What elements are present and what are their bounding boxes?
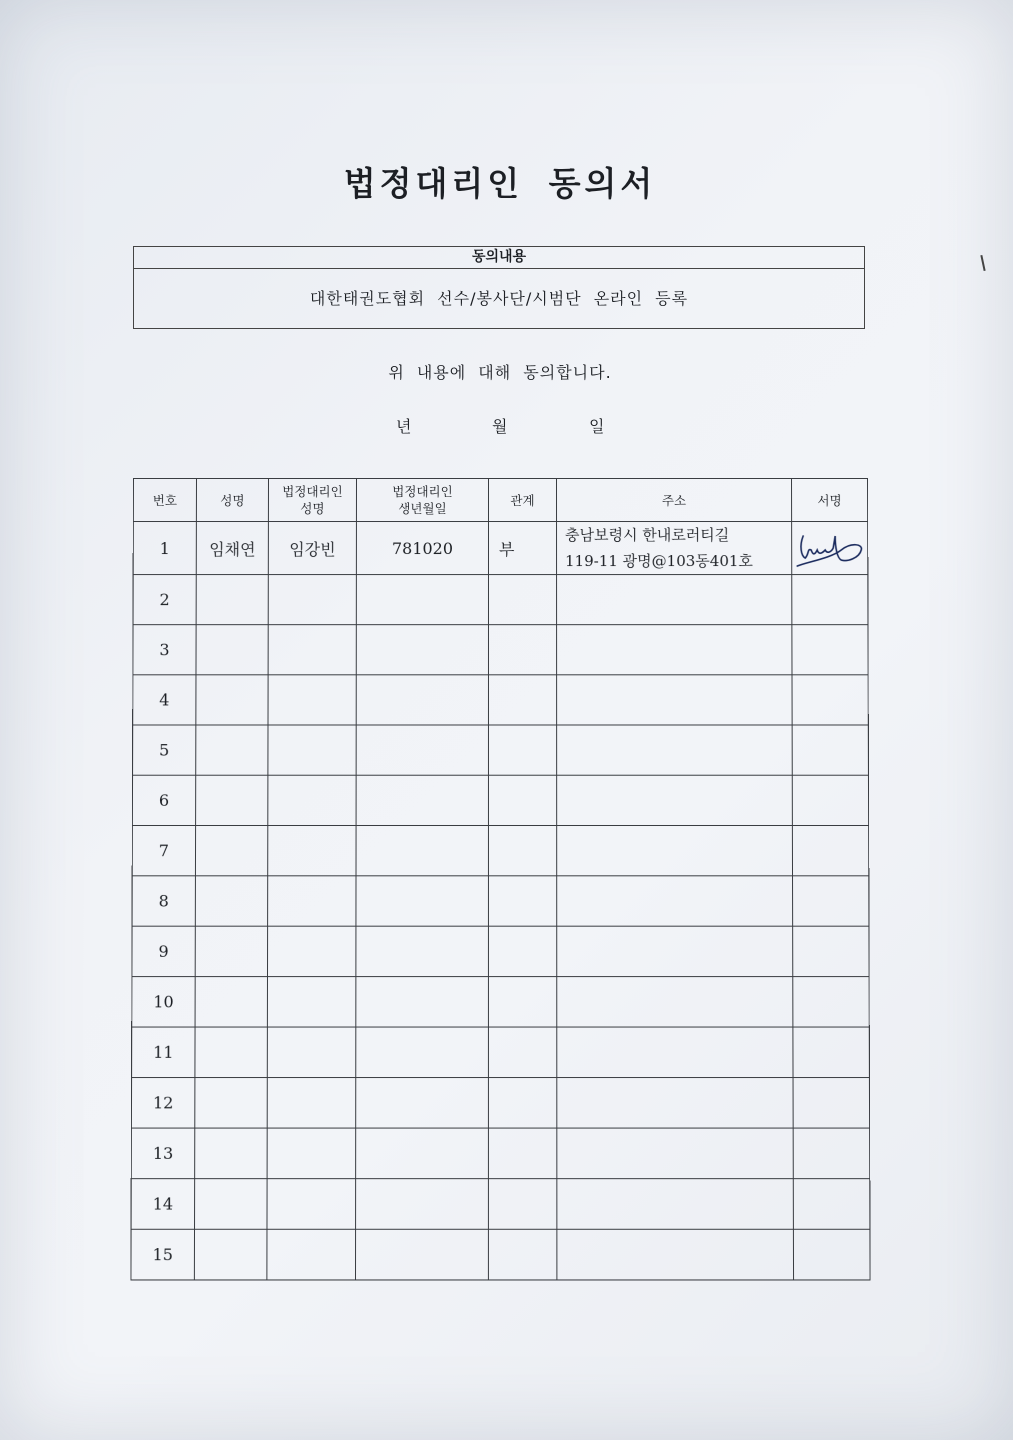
cell-guardian-name bbox=[268, 825, 356, 875]
cell-relation bbox=[488, 1027, 556, 1077]
cell-signature bbox=[792, 575, 868, 625]
handwritten-signature bbox=[795, 528, 865, 568]
cell-signature bbox=[792, 775, 868, 825]
table-row bbox=[132, 926, 869, 976]
cell-relation bbox=[488, 926, 556, 976]
cell-guardian-birth bbox=[356, 876, 489, 926]
pen-mark bbox=[980, 255, 985, 271]
document-title: 법정대리인 동의서 bbox=[343, 164, 657, 203]
cell-name bbox=[196, 775, 268, 825]
cell-relation bbox=[488, 1179, 556, 1230]
cell-guardian-birth bbox=[356, 1128, 489, 1179]
cell-name bbox=[195, 876, 267, 926]
cell-name bbox=[196, 625, 268, 675]
header-name: 성명 bbox=[196, 478, 268, 521]
cell-address: 충남보령시 한내로러티길 119-11 광명@103동401호 bbox=[557, 522, 792, 575]
cell-signature bbox=[792, 625, 868, 675]
cell-no: 14 bbox=[131, 1179, 195, 1230]
table-row bbox=[133, 725, 869, 775]
cell-guardian-birth bbox=[356, 926, 489, 976]
cell-guardian-birth bbox=[356, 825, 488, 875]
cell-name bbox=[195, 1027, 267, 1077]
cell-no: 1 bbox=[133, 522, 196, 575]
cell-address bbox=[557, 977, 793, 1027]
cell-relation bbox=[488, 575, 556, 625]
cell-signature bbox=[793, 1078, 870, 1129]
cell-signature bbox=[792, 675, 868, 725]
table-header-row bbox=[133, 478, 867, 521]
table-row bbox=[131, 1229, 870, 1280]
cell-guardian-name bbox=[267, 1128, 356, 1179]
cell-address bbox=[557, 1078, 793, 1129]
cell-address bbox=[557, 1027, 793, 1077]
cell-signature bbox=[793, 977, 869, 1027]
consent-content: 대한태권도협회 선수/봉사단/시범단 온라인 등록 bbox=[309, 289, 689, 308]
cell-guardian-name: 임강빈 bbox=[268, 522, 356, 575]
cell-guardian-name bbox=[268, 876, 356, 926]
cell-relation bbox=[488, 1229, 556, 1280]
cell-signature bbox=[792, 725, 868, 775]
cell-name bbox=[194, 1229, 267, 1280]
cell-name: 임채연 bbox=[196, 522, 268, 575]
cell-no: 10 bbox=[132, 977, 195, 1027]
table-row bbox=[133, 575, 868, 625]
cell-guardian-birth bbox=[356, 725, 488, 775]
cell-signature bbox=[792, 825, 868, 875]
table-row bbox=[132, 1027, 870, 1077]
cell-guardian-name bbox=[267, 1078, 356, 1129]
cell-no: 4 bbox=[133, 675, 196, 725]
cell-guardian-birth bbox=[356, 575, 488, 625]
cell-guardian-birth bbox=[356, 775, 488, 825]
roster-table bbox=[130, 478, 870, 1280]
table-row bbox=[132, 775, 868, 825]
cell-guardian-name bbox=[267, 1027, 356, 1077]
cell-no: 9 bbox=[132, 926, 195, 976]
cell-name bbox=[196, 675, 268, 725]
cell-no: 2 bbox=[133, 575, 196, 625]
cell-relation bbox=[488, 825, 556, 875]
cell-address bbox=[557, 876, 793, 926]
cell-signature bbox=[793, 1027, 870, 1077]
cell-name bbox=[195, 977, 267, 1027]
cell-no: 8 bbox=[132, 876, 195, 926]
cell-guardian-birth bbox=[356, 675, 488, 725]
table-row bbox=[132, 876, 869, 926]
cell-name bbox=[195, 1128, 268, 1179]
cell-guardian-birth bbox=[355, 1229, 488, 1280]
cell-relation bbox=[488, 1078, 556, 1129]
cell-relation: 부 bbox=[488, 522, 556, 575]
cell-address bbox=[557, 926, 793, 976]
cell-guardian-birth bbox=[356, 977, 489, 1027]
cell-relation bbox=[488, 725, 556, 775]
header-guardian-name: 법정대리인 성명 bbox=[268, 478, 356, 521]
cell-no: 3 bbox=[133, 625, 196, 675]
cell-signature bbox=[793, 1229, 870, 1280]
date-day-label: 일 bbox=[589, 417, 605, 436]
date-month-label: 월 bbox=[492, 417, 508, 436]
cell-guardian-birth bbox=[356, 1179, 489, 1230]
cell-relation bbox=[488, 625, 556, 675]
cell-no: 12 bbox=[131, 1078, 194, 1129]
cell-name bbox=[195, 1078, 268, 1129]
cell-signature bbox=[792, 522, 868, 575]
table-row bbox=[133, 522, 868, 575]
cell-guardian-name bbox=[267, 926, 355, 976]
cell-name bbox=[195, 825, 267, 875]
cell-guardian-birth: 781020 bbox=[356, 522, 488, 575]
cell-guardian-birth bbox=[356, 625, 488, 675]
cell-name bbox=[196, 725, 268, 775]
table-row bbox=[132, 825, 869, 875]
agreement-statement: 위 내용에 대해 동의합니다. bbox=[388, 363, 612, 382]
cell-relation bbox=[488, 1128, 556, 1179]
header-guardian-birth: 법정대리인 생년월일 bbox=[356, 478, 488, 521]
cell-address bbox=[557, 775, 793, 825]
cell-address bbox=[557, 1229, 794, 1280]
cell-address bbox=[557, 575, 792, 625]
cell-address bbox=[557, 675, 793, 725]
cell-address bbox=[557, 625, 792, 675]
table-row bbox=[131, 1128, 869, 1179]
cell-guardian-name bbox=[268, 725, 356, 775]
cell-guardian-name bbox=[268, 675, 356, 725]
cell-relation bbox=[488, 775, 556, 825]
cell-name bbox=[195, 1179, 268, 1230]
table-row bbox=[131, 1179, 870, 1230]
cell-name bbox=[195, 926, 267, 976]
cell-signature bbox=[793, 876, 869, 926]
cell-guardian-name bbox=[267, 1179, 356, 1230]
consent-header: 동의내용 bbox=[134, 247, 864, 269]
table-body bbox=[131, 522, 870, 1280]
cell-relation bbox=[488, 876, 556, 926]
header-signature: 서명 bbox=[792, 478, 868, 521]
roster-table-wrapper bbox=[130, 478, 869, 1280]
cell-address bbox=[557, 1179, 794, 1230]
header-address: 주소 bbox=[557, 478, 792, 521]
table-row bbox=[133, 625, 868, 675]
cell-guardian-name bbox=[268, 775, 356, 825]
cell-no: 13 bbox=[131, 1128, 195, 1179]
table-row bbox=[131, 1078, 869, 1129]
cell-signature bbox=[793, 1128, 870, 1179]
cell-no: 7 bbox=[132, 825, 195, 875]
cell-relation bbox=[488, 675, 556, 725]
cell-no: 5 bbox=[133, 725, 196, 775]
header-no: 번호 bbox=[133, 478, 196, 521]
cell-signature bbox=[793, 1179, 870, 1230]
cell-address bbox=[557, 825, 793, 875]
cell-guardian-birth bbox=[356, 1078, 489, 1129]
header-relation: 관계 bbox=[488, 478, 556, 521]
date-year-label: 년 bbox=[396, 417, 412, 436]
cell-guardian-name bbox=[267, 1229, 356, 1280]
cell-signature bbox=[793, 926, 869, 976]
cell-relation bbox=[488, 977, 556, 1027]
cell-no: 6 bbox=[132, 775, 195, 825]
cell-address bbox=[557, 1128, 793, 1179]
table-row bbox=[133, 675, 869, 725]
cell-no: 15 bbox=[131, 1229, 195, 1280]
consent-box bbox=[133, 246, 865, 329]
cell-guardian-name bbox=[267, 977, 355, 1027]
cell-name bbox=[196, 575, 268, 625]
cell-no: 11 bbox=[132, 1027, 195, 1077]
table-row bbox=[132, 977, 870, 1027]
cell-guardian-name bbox=[268, 625, 356, 675]
cell-guardian-name bbox=[268, 575, 356, 625]
cell-address bbox=[557, 725, 793, 775]
cell-guardian-birth bbox=[356, 1027, 489, 1077]
